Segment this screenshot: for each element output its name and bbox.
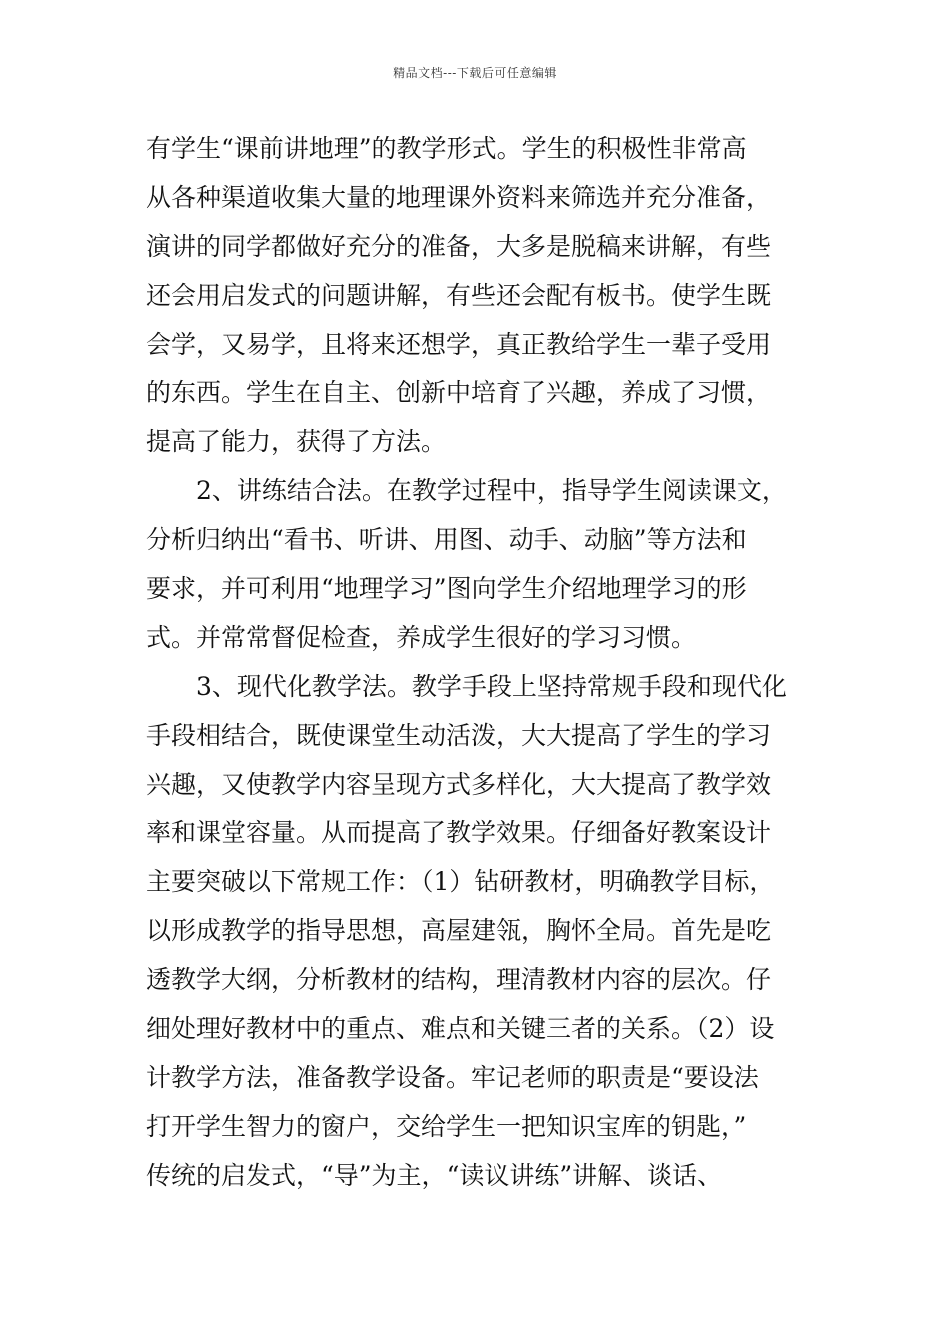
- text-line: 提高了能力，获得了方法。: [146, 427, 447, 457]
- text-line: 有学生“课前讲地理”的教学形式。学生的积极性非常高: [146, 134, 747, 163]
- text-line: 传统的启发式，“导”为主，“读议讲练”讲解、谈话、: [146, 1160, 723, 1190]
- text-line: 细处理好教材中的重点、难点和关键三者的关系。（2）设: [146, 1014, 775, 1044]
- text-line: 以形成教学的指导思想，高屋建瓴，胸怀全局。首先是吃: [146, 916, 772, 946]
- text-line: 要求，并可利用“地理学习”图向学生介绍地理学习的形: [146, 574, 747, 604]
- text-line: 兴趣，又使教学内容呈现方式多样化，大大提高了教学效: [146, 769, 772, 799]
- page-header: 精品文档---下载后可任意编辑: [393, 66, 557, 80]
- text-line: 手段相结合，既使课堂生动活泼，大大提高了学生的学习: [146, 720, 772, 750]
- text-line: 2、讲练结合法。在教学过程中，指导学生阅读课文，: [146, 476, 787, 506]
- text-line: 分析归纳出“看书、听讲、用图、动手、动脑”等方法和: [146, 525, 747, 555]
- text-line: 的东西。学生在自主、创新中培育了兴趣，养成了习惯，: [146, 378, 772, 408]
- text-line: 演讲的同学都做好充分的准备，大多是脱稿来讲解，有些: [146, 231, 772, 261]
- text-line: 率和课堂容量。从而提高了教学效果。仔细备好教案设计: [146, 818, 772, 848]
- text-line: 计教学方法，准备教学设备。牢记老师的职责是“要设法: [146, 1062, 759, 1092]
- text-line: 主要突破以下常规工作：（1）钻研教材，明确教学目标，: [146, 867, 775, 897]
- text-line: 从各种渠道收集大量的地理课外资料来筛选并充分准备，: [146, 182, 772, 212]
- text-line: 式。并常常督促检查，养成学生很好的学习习惯。: [146, 622, 697, 652]
- document-body: [146, 125, 810, 1201]
- text-line: 打开学生智力的窗户，交给学生一把知识宝库的钥匙，”: [146, 1111, 747, 1141]
- text-line: 透教学大纲，分析教材的结构，理清教材内容的层次。仔: [146, 965, 772, 995]
- text-line: 还会用启发式的问题讲解，有些还会配有板书。使学生既: [146, 280, 772, 310]
- text-line: 3、现代化教学法。教学手段上坚持常规手段和现代化: [146, 671, 787, 701]
- text-line: 会学，又易学，且将来还想学，真正教给学生一辈子受用: [146, 329, 772, 359]
